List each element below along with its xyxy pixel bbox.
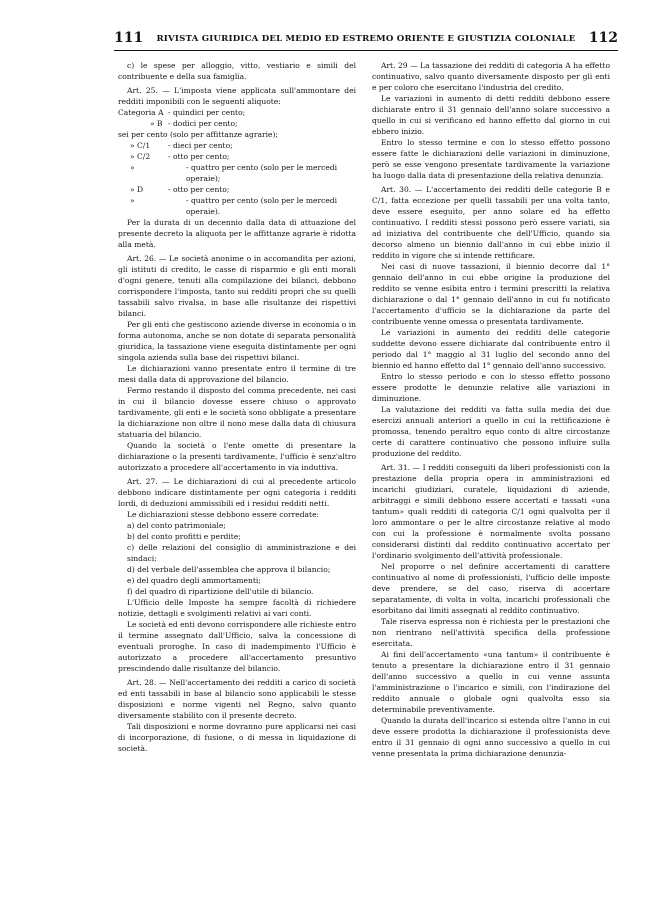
paragraph: Nei casi di nuove tassazioni, il biennio decorre dal 1° gennaio dell'anno in cui ebbe origine la produzione del reddito se venne esibita entro i termini prescritti la relativa dichiarazione o dal 1° gennaio dell'anno in cui fu notificato l'accertamento d'ufficio se la dichiarazione da parte del contribuente venne omessa o presentata tardivamente. (372, 262, 610, 326)
paragraph: Per la durata di un decennio dalla data di attuazione del presente decreto la aliquota per le affittanze agrarie è ridotta alla metà. (118, 218, 356, 249)
rate-row (118, 140, 356, 151)
rate-category: » (130, 163, 135, 172)
rate-value: - otto per cento; (168, 152, 230, 161)
paragraph: Le dichiarazioni stesse debbono essere corredate: (127, 510, 320, 519)
rate-value: sei per cento (solo per affittanze agrarie); (118, 130, 278, 139)
list-item: d) del verbale dell'assemblea che approva il bilancio; (127, 565, 331, 574)
paragraph: La valutazione dei redditi va fatta sulla media dei due esercizi annuali anteriori a quello in cui la rettificazione è promossa, tenendo peraltro equo conto di altre circostanze certe di carattere continuativo che possono influire sulla produzione del reddito. (372, 405, 610, 458)
rate-value: - dodici per cento; (168, 119, 238, 128)
paragraph: Quando la durata dell'incarico si estenda oltre l'anno in cui deve essere prodotta la dichiarazione il professionista deve entro il 31 gennaio di ogni anno successivo a quello in cui venne presentata la prima dichiarazione denunzia- (372, 716, 610, 758)
running-header (114, 28, 618, 51)
paragraph: L'Ufficio delle Imposte ha sempre facoltà di richiedere notizie, dettagli e svolgimenti relativi ai vari conti. (118, 598, 356, 618)
rate-value: - quattro per cento (solo per le mercedi operaie). (186, 196, 338, 216)
journal-title: RIVISTA GIURIDICA DEL MEDIO ED ESTREMO ORIENTE E GIUSTIZIA COLONIALE (156, 34, 576, 44)
paragraph: Tali disposizioni e norme dovranno pure applicarsi nei casi di incorporazione, di fusione, o di messa in liquidazione di società. (118, 722, 356, 753)
rate-row (118, 107, 356, 118)
list-item: f) del quadro di ripartizione dell'utile di bilancio. (127, 587, 314, 596)
left-column (118, 60, 356, 754)
rate-value: - otto per cento; (168, 185, 230, 194)
list-item: e) del quadro degli ammortamenti; (127, 576, 261, 585)
rate-category: » D (130, 185, 144, 194)
paragraph: Fermo restando il disposto del comma precedente, nei casi in cui il bilancio dovesse essere chiuso o approvato tardivamente, gli enti e le società sono obbligate a presentare la dichiarazione non oltre il nono mese dalla data di chiusura statuaria del bilancio. (118, 386, 356, 439)
article-29: Art. 29 — La tassazione dei redditi di categoria A ha effetto continuativo, salvo quanto diversamente disposto per gli enti e per coloro che esercitano l'industria del credito. (372, 61, 610, 92)
rate-category: » C/1 (130, 141, 151, 150)
page-number-left: 111 (114, 30, 144, 46)
tax-rate-list (118, 107, 356, 217)
paragraph: Quando la società o l'ente omette di presentare la dichiarazione o la presenti tardivamente, l'ufficio è senz'altro autorizzato a procedere all'accertamento in via induttiva. (118, 441, 356, 472)
article-25: Art. 25. — L'imposta viene applicata sull'ammontare dei redditi imponibili con le seguenti aliquote: (118, 86, 356, 106)
right-column (372, 60, 610, 759)
paragraph: c) le spese per alloggio, vitto, vestiario e simili del contribuente e della sua famiglia. (118, 61, 356, 81)
list-item: b) del conto profitti e perdite; (127, 532, 241, 541)
rate-category: Categoria A (118, 108, 164, 117)
paragraph: Le variazioni in aumento di detti redditi debbono essere dichiarate entro il 31 gennaio dell'anno solare successivo a quello in cui si verificano ed hanno effetto dal giorno in cui ebbero inizio. (372, 94, 610, 136)
paragraph: Entro lo stesso periodo e con lo stesso effetto possono essere prodotte le denunzie relative alle variazioni in diminuzione. (372, 372, 610, 403)
paragraph: Per gli enti che gestiscono aziende diverse in economia o in forma autonoma, anche se non dotate di separata personalità giuridica, la tassazione viene eseguita distintamente per ogni singola azienda sulla base dei rispettivi bilanci. (118, 320, 356, 362)
paragraph: Tale riserva espressa non è richiesta per le prestazioni che non rientrano nell'attività specifica della professione esercitata. (372, 617, 610, 648)
article-30: Art. 30. — L'accertamento dei redditi delle categorie B e C/1, fatta eccezione per quelli tassabili per una volta tanto, deve essere eseguito, per anno solare ed ha effetto continuativo. I redditi stessi possono però essere variati, sia ad iniziativa del contribuente che dell'Ufficio, quando sia decorso almeno un biennio dall'anno in cui ebbe inizio il reddito in vigore che si intende rettificare. (372, 185, 610, 260)
rate-row (118, 195, 356, 217)
rate-row (118, 151, 356, 162)
rate-row (118, 129, 356, 140)
rate-value: - quindici per cento; (168, 108, 246, 117)
article-27: Art. 27. — Le dichiarazioni di cui al precedente articolo debbono indicare distintamente per ogni categoria i redditi lordi, di deduzioni ammissibili ed i residui redditi netti. (118, 477, 356, 508)
paragraph: Le variazioni in aumento dei redditi delle categorie suddette devono essere dichiarate dal contribuente entro il periodo dal 1° maggio al 31 luglio del secondo anno del biennio ed hanno effetto dal 1° gennaio dell'anno successivo. (372, 328, 610, 370)
paragraph: Le società ed enti devono corrispondere alle richieste entro il termine assegnato dall'Ufficio, salva la concessione di eventuali proroghe. In caso di inadempimento l'Ufficio è autorizzato a procedere all'accertamento presuntivo prescindendo dalle risultanze del bilancio. (118, 620, 356, 673)
page-number-right: 112 (588, 30, 618, 46)
paragraph: Nel proporre o nel definire accertamenti di carattere continuativo al nome di professionisti, l'ufficio delle imposte deve prendere, se del caso, riserva di accertare separatamente, di volta in volta, incarichi professionali che esorbitano dai limiti assegnati al reddito continuativo. (372, 562, 610, 615)
list-item: c) delle relazioni del consiglio di amministrazione e dei sindaci; (127, 543, 356, 563)
rate-row (118, 184, 356, 195)
list-item: a) del conto patrimoniale; (127, 521, 226, 530)
paragraph: Entro lo stesso termine e con lo stesso effetto possono essere fatte le dichiarazioni delle variazioni in diminuzione, però se esse vengono presentate tardivamente la variazione ha luogo dalla data di presentazione della relativa denunzia. (372, 138, 610, 180)
paragraph: Ai fini dell'accertamento «una tantum» il contribuente è tenuto a presentare la dichiarazione entro il 31 gennaio dell'anno successivo a quello in cui venne assunta l'amministrazione o l'incarico e simili, con l'indirazione del reddito annuale o globale ogni qualvolta esso sia determinabile preventivamente. (372, 650, 610, 714)
rate-value: - dieci per cento; (168, 141, 233, 150)
rate-row (118, 118, 356, 129)
rate-row (118, 162, 356, 184)
article-31: Art. 31. — I redditi conseguiti da liberi professionisti con la prestazione della propria opera in amministrazioni ed incarichi giudiziari, curatele, liquidazioni di aziende, arbitraggi e simili debbono essere accertati e tassati «una tantum» quali redditi di categoria C/1 ogni qualvolta per il loro ammontare o per le altre circostanze relative al modo con cui la professione è normalmente svolta possano considerarsi distinti dal reddito continuativo accertato per l'ordinario svolgimento dell'attività professionale. (372, 463, 610, 560)
rate-category: » (130, 196, 135, 205)
rate-category: » B (150, 119, 163, 128)
article-26: Art. 26. — Le società anonime o in accomandita per azioni, gli istituti di credito, le casse di risparmio e gli enti morali d'ogni genere, tenuti alla compilazione dei bilanci, debbono corrispondere l'imposta, tanto sui redditi propri che su quelli tassabili salvo rivalsa, in base alle risultanze dei rispettivi bilanci. (118, 254, 356, 318)
article-28: Art. 28. — Nell'accertamento dei redditi a carico di società ed enti tassabili in base al bilancio sono applicabili le stesse disposizioni e norme vigenti nel Regno, salvo quanto diversamente stabilito con il presente decreto. (118, 678, 356, 720)
rate-value: - quattro per cento (solo per le mercedi operaie); (186, 163, 338, 183)
rate-category: » C/2 (130, 152, 151, 161)
paragraph: Le dichiarazioni vanno presentate entro il termine di tre mesi dalla data di approvazione del bilancio. (118, 364, 356, 384)
